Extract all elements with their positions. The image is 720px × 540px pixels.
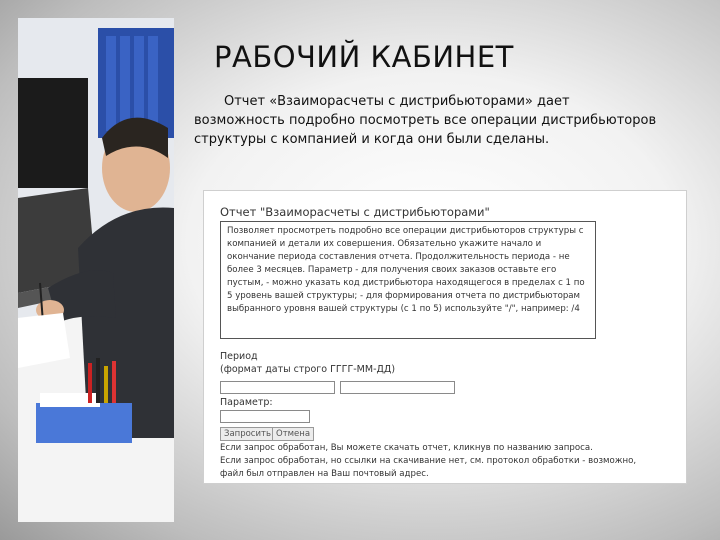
period-label: Период [220, 351, 258, 362]
slide-title: РАБОЧИЙ КАБИНЕТ [214, 40, 514, 74]
office-worker-photo [18, 18, 174, 522]
parameter-label: Параметр: [220, 397, 273, 408]
report-description-box: Позволяет просмотреть подробно все операции дистрибьюторов структуры с компанией и детали их совершения. Обязательно укажите начало и окончание периода составления отчета. Продолжительность периода - не более 3 месяцев. Параметр - для получения своих заказов оставьте его пустым, - можно указать код дистрибьютора находящегося в пределах с 1 по 5 уровень вашей структуры; - для формирования отчета по дистрибьюторам выбранного уровня вашей структуры (с 1 по 5) используйте "/", например: /4 [220, 221, 596, 339]
note-line-3: файл был отправлен на Ваш почтовый адрес. [220, 469, 429, 479]
parameter-input[interactable] [220, 410, 310, 423]
note-line-2: Если запрос обработан, но ссылки на скачивание нет, см. протокол обработки - возможно, [220, 456, 637, 466]
report-form-screenshot [203, 190, 687, 484]
request-button[interactable]: Запросить [220, 427, 275, 441]
period-end-input[interactable] [340, 381, 455, 394]
cancel-button[interactable]: Отмена [272, 427, 314, 441]
report-title: Отчет "Взаиморасчеты с дистрибьюторами" [220, 205, 490, 219]
note-line-1: Если запрос обработан, Вы можете скачать отчет, кликнув по названию запроса. [220, 443, 593, 453]
slide-intro-text [194, 92, 664, 149]
office-worker-illustration [18, 18, 174, 522]
period-format-hint: (формат даты строго ГГГГ-ММ-ДД) [220, 364, 396, 375]
slide-intro: Отчет «Взаиморасчеты с дистрибьюторами» дает возможность подробно посмотреть все операции дистрибьюторов структуры с компанией и когда они были сделаны. [194, 94, 657, 147]
period-start-input[interactable] [220, 381, 335, 394]
